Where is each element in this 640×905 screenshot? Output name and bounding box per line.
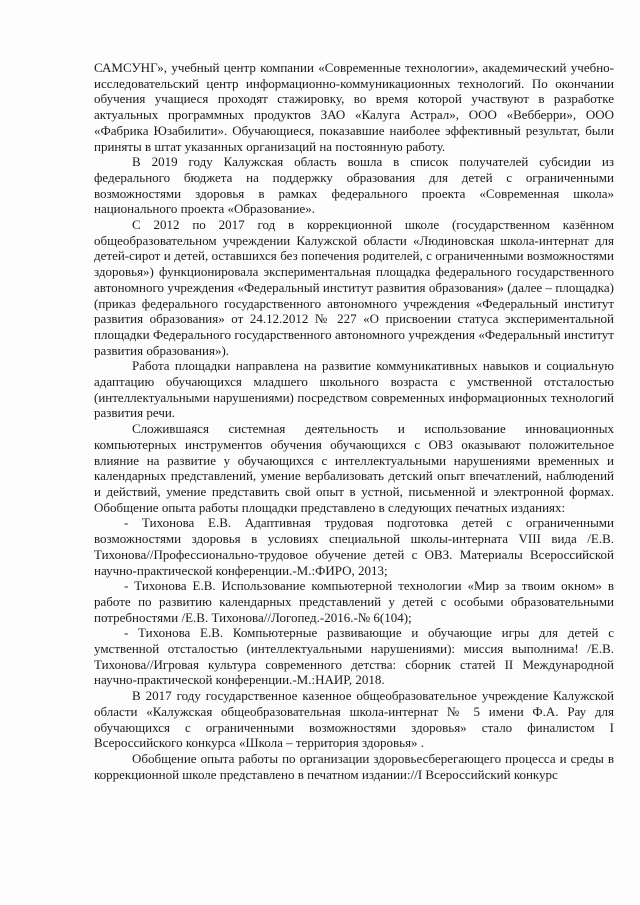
paragraph: Сложившаяся системная деятельность и использование инновационных компьютерных инструментов обучения обучающихся с ОВЗ оказывают положительное влияние на развитие у обучающихся с интеллектуальными нарушениями временных и календарных представлений, умение вербализовать детский опыт впечатлений, наблюдений и действий, умение представить свой опыт в устной, письменной и электронной формах. Обобщение опыта работы площадки представлено в следующих печатных изданиях: — [94, 421, 614, 515]
list-item: - Тихонова Е.В. Использование компьютерной технологии «Мир за твоим окном» в работе по развитию календарных представлений у детей с особыми образовательными потребностями /Е.В. Тихонова//Логопед.-2016.-№ 6(104); — [94, 578, 614, 625]
list-item: - Тихонова Е.В. Компьютерные развивающие и обучающие игры для детей с умственной отсталостью (интеллектуальными нарушениями): миссия выполнима! /Е.В. Тихонова//Игровая культура современного детства: сборник статей II Международной научно-практической конференции.-М.:НАИР, 2018. — [94, 625, 614, 688]
list-item: - Тихонова Е.В. Адаптивная трудовая подготовка детей с ограниченными возможностями здоровья в условиях специальной школы-интерната VIII вида /Е.В. Тихонова//Профессионально-трудовое обучение детей с ОВЗ. Материалы Всероссийской научно-практической конференции.-М.:ФИРО, 2013; — [94, 515, 614, 578]
paragraph: Обобщение опыта работы по организации здоровьесберегающего процесса и среды в коррекционной школе представлено в печатном издании://I Всероссийский конкурс — [94, 750, 614, 782]
paragraph: С 2012 по 2017 год в коррекционной школе (государственном казённом общеобразовательном учреждении Калужской области «Людиновская школа-интернат для детей-сирот и детей, оставшихся без попечения родителей, с ограниченными возможностями здоровья») функционировала экспериментальная площадка федерального государственного автономного учреждения «Федеральный институт развития образования» (далее – площадка) (приказ федерального государственного автономного учреждения «Федеральный институт развития образования» от 24.12.2012 № 227 «О присвоении статуса экспериментальной площадки Федерального государственного автономного учреждения «Федеральный институт развития образования»). — [94, 217, 614, 358]
paragraph: САМСУНГ», учебный центр компании «Современные технологии», академический учебно-исследовательский центр информационно-коммуникационных технологий. По окончании обучения учащиеся проходят стажировку, во время которой участвуют в разработке актуальных программных продуктов ЗАО «Калуга Астрал», ООО «Вебберри», ООО «Фабрика Юзабилити». Обучающиеся, показавшие наиболее эффективный результат, были приняты в штат указанных организаций на постоянную работу. — [94, 60, 614, 154]
paragraph: Работа площадки направлена на развитие коммуникативных навыков и социальную адаптацию обучающихся младшего школьного возраста с умственной отсталостью (интеллектуальными нарушениями) посредством современных информационных технологий развития речи. — [94, 358, 614, 421]
paragraph: В 2017 году государственное казенное общеобразовательное учреждение Калужской области «Калужская общеобразовательная школа-интернат № 5 имени Ф.А. Рау для обучающихся с ограниченными возможностями здоровья» стало финалистом I Всероссийского конкурса «Школа – территория здоровья» . — [94, 688, 614, 751]
document-body — [94, 60, 614, 782]
paragraph: В 2019 году Калужская область вошла в список получателей субсидии из федерального бюджета на поддержку образования для детей с ограниченными возможностями здоровья в рамках федерального проекта «Современная школа» национального проекта «Образование». — [94, 154, 614, 217]
